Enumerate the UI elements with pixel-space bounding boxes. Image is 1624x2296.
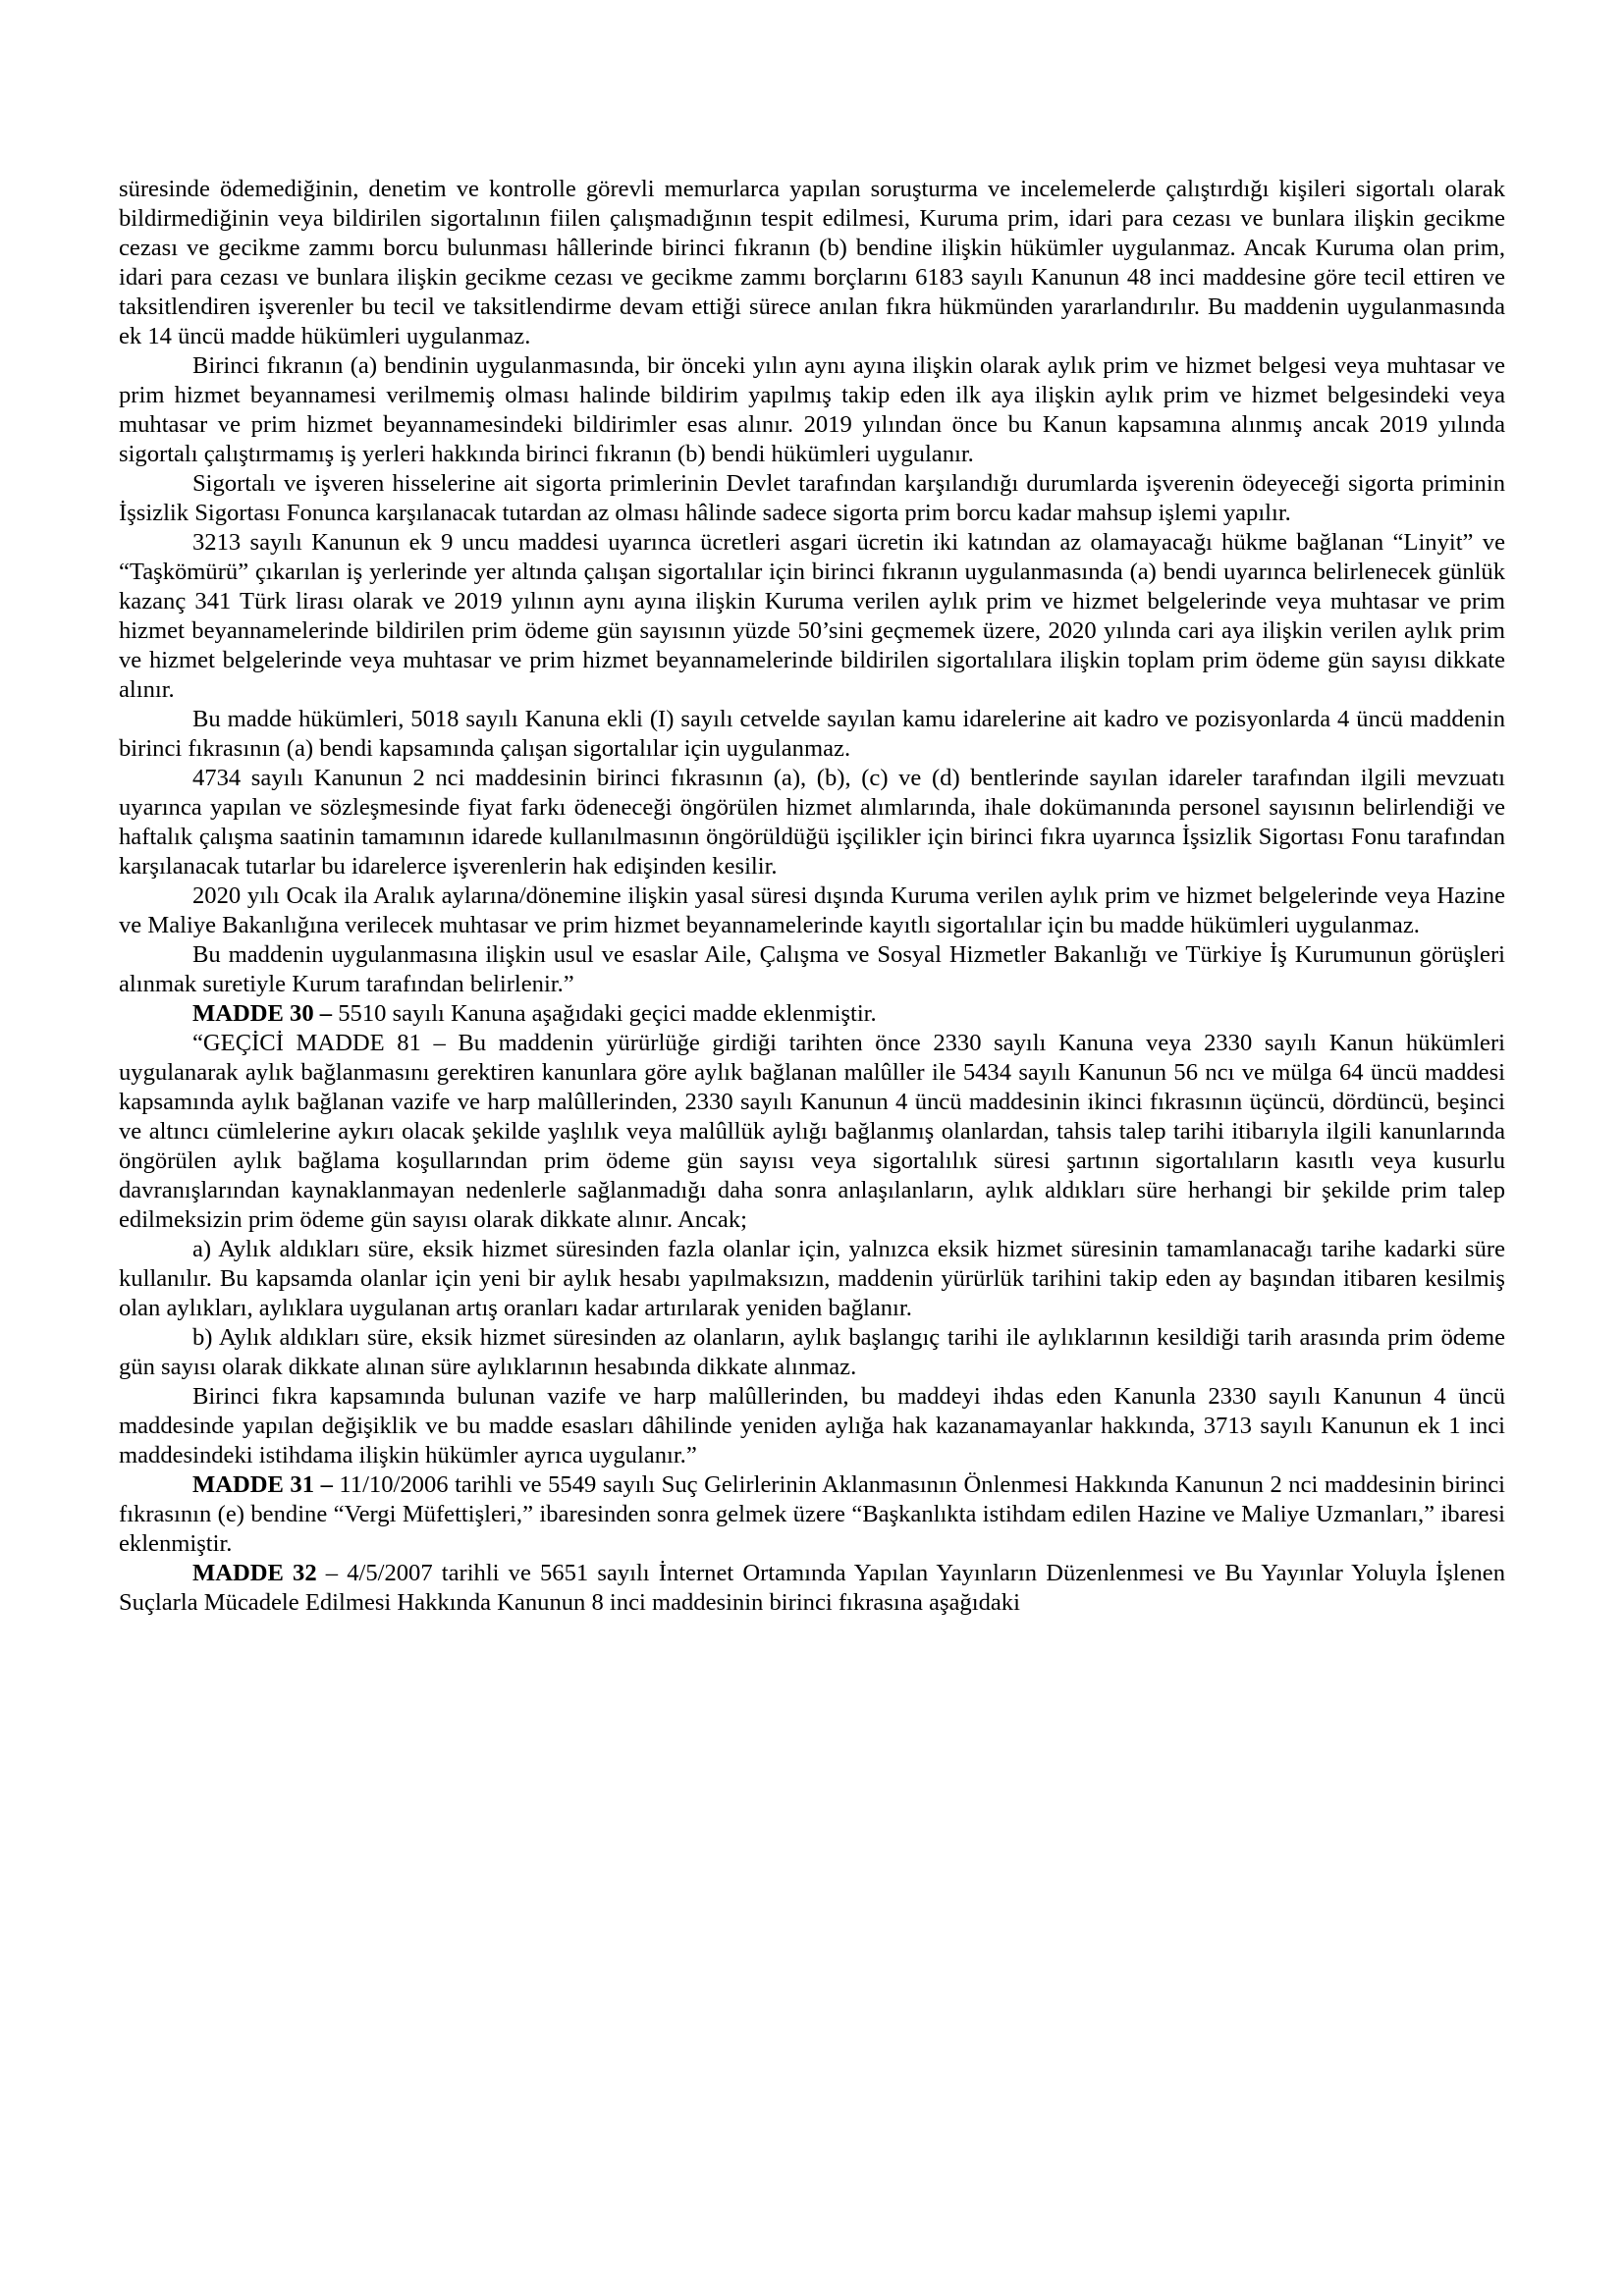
paragraph-3: Sigortalı ve işveren hisselerine ait sigorta primlerinin Devlet tarafından karşılandığı durumlarda işverenin ödeyeceği sigorta priminin İşsizlik Sigortası Fonunca karşılanacak tutardan az olması hâlinde sadece sigorta prim borcu kadar mahsup işlemi yapılır. [119, 470, 1505, 526]
paragraph-13: Birinci fıkra kapsamında bulunan vazife ve harp malûllerinden, bu maddeyi ihdas eden Kanunla 2330 sayılı Kanunun 4 üncü maddesinde yapılan değişiklik ve bu madde esasları dâhilinde yeniden aylığa hak kazanamayanlar hakkında, 3713 sayılı Kanunun ek 1 inci maddesindeki istihdama ilişkin hükümler ayrıca uygulanır.” [119, 1383, 1505, 1468]
paragraph-item-a: a) Aylık aldıkları süre, eksik hizmet süresinden fazla olanlar için, yalnızca eksik hizmet süresinin tamamlanacağı tarihe kadarki süre kullanılır. Bu kapsamda olanlar için yeni bir aylık hesabı yapılmaksızın, maddenin yürürlük tarihini takip eden ay başından itibaren kesilmiş olan aylıkları, aylıklara uygulanan artış oranları kadar artırılarak yeniden bağlanır. [119, 1236, 1505, 1321]
document-body [119, 175, 1505, 1618]
paragraph-7: 2020 yılı Ocak ila Aralık aylarına/dönemine ilişkin yasal süresi dışında Kuruma verilen aylık prim ve hizmet belgelerinde veya Hazine ve Maliye Bakanlığına verilecek muhtasar ve prim hizmet beyannamelerinde kayıtlı sigortalılar için bu madde hükümleri uygulanmaz. [119, 882, 1505, 938]
article-heading: MADDE 32 [192, 1560, 317, 1586]
paragraph-2: Birinci fıkranın (a) bendinin uygulanmasında, bir önceki yılın aynı ayına ilişkin olarak aylık prim ve hizmet belgesi veya muhtasar ve prim hizmet beyannamesi verilmemiş olması halinde bildirim yapılmış takip eden ilk aya ilişkin aylık prim ve hizmet belgesindeki veya muhtasar ve prim hizmet beyannamesindeki bildirimler esas alınır. 2019 yılından önce bu Kanun kapsamına alınmış ancak 2019 yılında sigortalı çalıştırmamış iş yerleri hakkında birinci fıkranın (b) bendi hükümleri uygulanır. [119, 352, 1505, 467]
paragraph-item-b: b) Aylık aldıkları süre, eksik hizmet süresinden az olanların, aylık başlangıç tarihi ile aylıklarının kesildiği tarih arasında prim ödeme gün sayısı olarak dikkate alınan süre aylıklarının hesabında dikkate alınmaz. [119, 1324, 1505, 1380]
paragraph-6: 4734 sayılı Kanunun 2 nci maddesinin birinci fıkrasının (a), (b), (c) ve (d) bentlerinde sayılan idareler tarafından ilgili mevzuatı uyarınca yapılan ve sözleşmesinde fiyat farkı ödeneceği öngörülen hizmet alımlarında, ihale dokümanında personel sayısının belirlendiği ve haftalık çalışma saatinin tamamının idarede kullanılmasının öngörüldüğü işçilikler için birinci fıkra uyarınca İşsizlik Sigortası Fonu tarafından karşılanacak tutarlar bu idarelerce işverenlerin hak edişinden kesilir. [119, 765, 1505, 880]
article-heading: MADDE 30 – [192, 1000, 333, 1027]
article-32: MADDE 32 – 4/5/2007 tarihli ve 5651 sayılı İnternet Ortamında Yapılan Yayınların Düzenlenmesi ve Bu Yayınlar Yoluyla İşlenen Suçlarla Mücadele Edilmesi Hakkında Kanunun 8 inci maddesinin birinci fıkrasına aşağıdaki [119, 1560, 1505, 1616]
article-heading: MADDE 31 – [192, 1471, 333, 1498]
paragraph-5: Bu madde hükümleri, 5018 sayılı Kanuna ekli (I) sayılı cetvelde sayılan kamu idarelerine ait kadro ve pozisyonlarda 4 üncü maddenin birinci fıkrasının (a) bendi kapsamında çalışan sigortalılar için uygulanmaz. [119, 706, 1505, 762]
paragraph-1: süresinde ödemediğinin, denetim ve kontrolle görevli memurlarca yapılan soruşturma ve incelemelerde çalıştırdığı kişileri sigortalı olarak bildirmediğinin veya bildirilen sigortalının fiilen çalışmadığının tespit edilmesi, Kuruma prim, idari para cezası ve bunlara ilişkin gecikme cezası ve gecikme zammı borcu bulunması hâllerinde birinci fıkranın (b) bendine ilişkin hükümler uygulanmaz. Ancak Kuruma olan prim, idari para cezası ve bunlara ilişkin gecikme cezası ve gecikme zammı borçlarını 6183 sayılı Kanunun 48 inci maddesine göre tecil ettiren ve taksitlendiren işverenler bu tecil ve taksitlendirme devam ettiği sürece anılan fıkra hükmünden yararlandırılır. Bu maddenin uygulanmasında ek 14 üncü madde hükümleri uygulanmaz. [119, 176, 1505, 349]
paragraph-8: Bu maddenin uygulanmasına ilişkin usul ve esaslar Aile, Çalışma ve Sosyal Hizmetler Bakanlığı ve Türkiye İş Kurumunun görüşleri alınmak suretiyle Kurum tarafından belirlenir.” [119, 941, 1505, 997]
article-30: MADDE 30 – 5510 sayılı Kanuna aşağıdaki geçici madde eklenmiştir. [192, 1000, 877, 1027]
paragraph-gecici-81: “GEÇİCİ MADDE 81 – Bu maddenin yürürlüğe girdiği tarihten önce 2330 sayılı Kanuna veya 2330 sayılı Kanun hükümleri uygulanarak aylık bağlanmasını gerektiren kanunlara göre aylık bağlanan malûller ile 5434 sayılı Kanunun 56 ncı ve mülga 64 üncü maddesi kapsamında aylık bağlanan vazife ve harp malûllerinden, 2330 sayılı Kanunun 4 üncü maddesinin ikinci fıkrasının üçüncü, dördüncü, beşinci ve altıncı cümlelerine aykırı olacak şekilde yaşlılık veya malûllük aylığı bağlanmış olanlardan, tahsis talep tarihi itibarıyla ilgili kanunlarında öngörülen aylık bağlama koşullarından prim ödeme gün sayısı veya sigortalılık süresi şartının sigortalıların kasıtlı veya kusurlu davranışlarından kaynaklanmayan nedenlerle sağlanmadığı daha sonra anlaşılanların, aylık aldıkları süre herhangi bir şekilde prim talep edilmeksizin prim ödeme gün sayısı olarak dikkate alınır. Ancak; [119, 1030, 1505, 1233]
article-31: MADDE 31 – 11/10/2006 tarihli ve 5549 sayılı Suç Gelirlerinin Aklanmasının Önlenmesi Hakkında Kanunun 2 nci maddesinin birinci fıkrasının (e) bendine “Vergi Müfettişleri,” ibaresinden sonra gelmek üzere “Başkanlıkta istihdam edilen Hazine ve Maliye Uzmanları,” ibaresi eklenmiştir. [119, 1471, 1505, 1557]
paragraph-4: 3213 sayılı Kanunun ek 9 uncu maddesi uyarınca ücretleri asgari ücretin iki katından az olamayacağı hükme bağlanan “Linyit” ve “Taşkömürü” çıkarılan iş yerlerinde yer altında çalışan sigortalılar için birinci fıkranın uygulanmasında (a) bendi uyarınca belirlenecek günlük kazanç 341 Türk lirası olarak ve 2019 yılının aynı ayına ilişkin Kuruma verilen aylık prim ve hizmet belgelerinde veya muhtasar ve prim hizmet beyannamelerinde bildirilen prim ödeme gün sayısının yüzde 50’sini geçmemek üzere, 2020 yılında cari aya ilişkin verilen aylık prim ve hizmet belgelerinde veya muhtasar ve prim hizmet beyannamelerinde bildirilen sigortalılara ilişkin toplam prim ödeme gün sayısı dikkate alınır. [119, 529, 1505, 703]
